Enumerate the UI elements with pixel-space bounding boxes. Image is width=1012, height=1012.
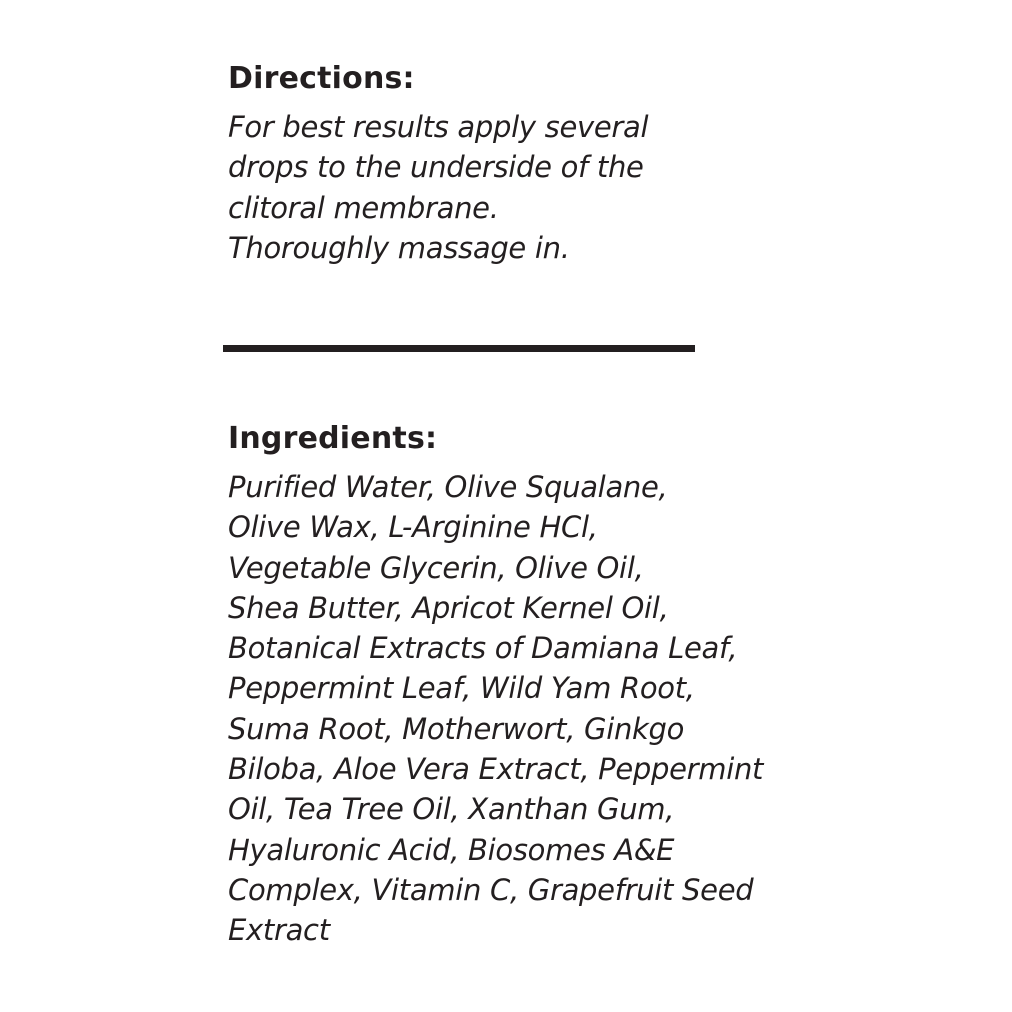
ingredients-line: Peppermint Leaf, Wild Yam Root,: [228, 671, 695, 706]
directions-heading: Directions:: [228, 61, 415, 96]
ingredients-line: Oil, Tea Tree Oil, Xanthan Gum,: [228, 792, 675, 827]
ingredients-line: Hyaluronic Acid, Biosomes A&E: [228, 832, 675, 867]
directions-line: Thoroughly massage in.: [228, 230, 570, 265]
ingredients-text: [228, 467, 763, 951]
directions-text: [228, 107, 648, 268]
directions-line: drops to the underside of the: [228, 150, 644, 185]
ingredients-line: Botanical Extracts of Damiana Leaf,: [228, 631, 738, 666]
ingredients-line: Olive Wax, L-Arginine HCl,: [228, 510, 598, 545]
directions-line: clitoral membrane.: [228, 190, 499, 225]
ingredients-line: Shea Butter, Apricot Kernel Oil,: [228, 590, 669, 625]
ingredients-line: Purified Water, Olive Squalane,: [228, 470, 668, 504]
ingredients-line: Complex, Vitamin C, Grapefruit Seed: [228, 872, 754, 907]
directions-line: For best results apply several: [228, 110, 649, 144]
ingredients-line: Extract: [228, 913, 330, 948]
ingredients-heading: Ingredients:: [228, 421, 438, 456]
directions-section: [228, 59, 648, 268]
section-divider: [223, 345, 695, 352]
ingredients-line: Biloba, Aloe Vera Extract, Peppermint: [228, 752, 764, 787]
ingredients-line: Suma Root, Motherwort, Ginkgo: [228, 711, 685, 746]
ingredients-section: [228, 419, 763, 951]
ingredients-line: Vegetable Glycerin, Olive Oil,: [228, 550, 644, 585]
